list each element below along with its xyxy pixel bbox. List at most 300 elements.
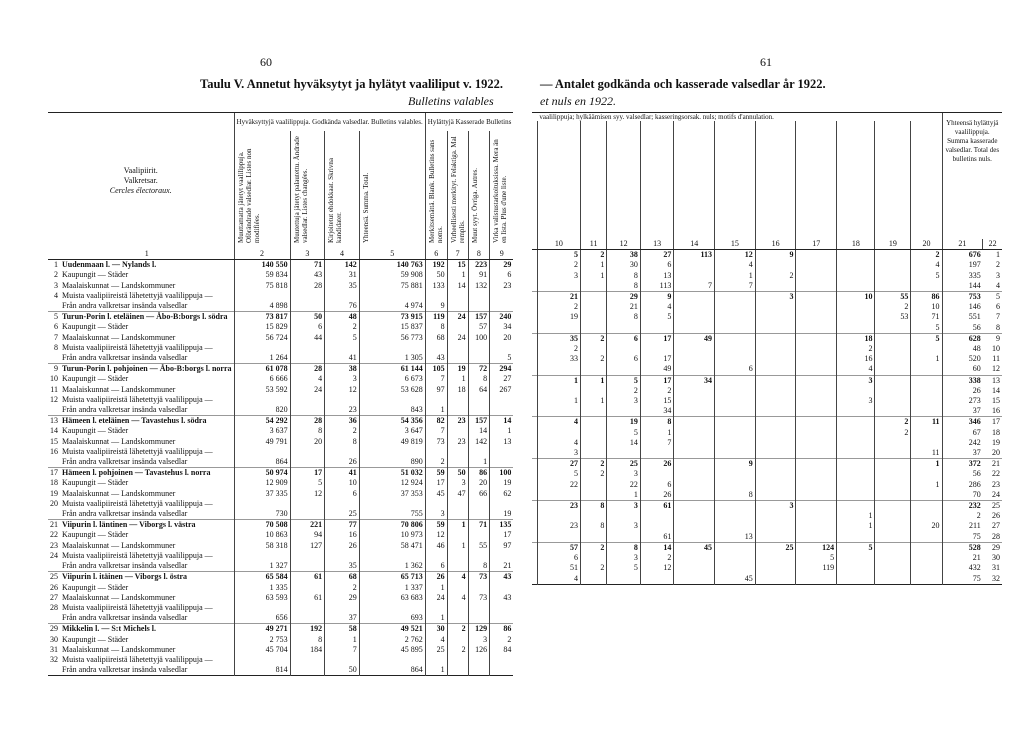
- cell-value: 9: [640, 292, 674, 303]
- cell-value: 4: [837, 364, 875, 375]
- cell-value: 7: [425, 426, 447, 436]
- cell-value: 755: [359, 509, 425, 520]
- cell-value: [580, 344, 606, 354]
- table-row: [48, 322, 513, 332]
- column-header: [490, 131, 514, 249]
- cell-value: 2 753: [234, 635, 290, 645]
- cell-value: [290, 655, 325, 665]
- cell-value: 73: [468, 593, 490, 603]
- cell-value: [674, 292, 715, 303]
- cell-value: 7: [715, 281, 756, 292]
- cell-value: 37: [942, 448, 983, 459]
- cell-value: 15 829: [234, 322, 290, 332]
- cell-value: 2: [875, 417, 911, 428]
- cell-value: [796, 333, 837, 344]
- cell-value: 267: [490, 385, 514, 395]
- cell-value: [715, 448, 756, 459]
- cell-value: [447, 395, 468, 405]
- cell-value: 1: [425, 583, 447, 593]
- table-row: [532, 574, 1002, 585]
- cell-value: [607, 511, 641, 521]
- table-row: [532, 323, 1002, 334]
- cell-value: [674, 354, 715, 364]
- cell-value: 129: [468, 624, 490, 635]
- cell-value: 43: [290, 270, 325, 280]
- cell-value: [755, 574, 796, 585]
- cell-value: 3: [607, 501, 641, 512]
- cell-value: 4: [911, 260, 942, 270]
- row-number: 15: [50, 436, 58, 446]
- district-name: Från andra valkretsar insända valsedlar: [62, 457, 188, 467]
- cell-value: [755, 469, 796, 479]
- cell-value: 4: [537, 438, 580, 448]
- table-row: [48, 447, 513, 457]
- cell-value: 19: [447, 364, 468, 375]
- cell-value: 19: [537, 312, 580, 322]
- cell-value: 20: [468, 478, 490, 488]
- column-header-text: Kirjoitetut ehdokkaat. Skrivna kandidater.: [327, 158, 344, 243]
- cell-value: [911, 386, 942, 396]
- cell-value: 49 819: [359, 437, 425, 447]
- cell-value: 1 335: [234, 583, 290, 593]
- cell-value: 142: [325, 260, 360, 271]
- cell-value: 135: [490, 520, 514, 531]
- column-number: 4: [325, 249, 360, 260]
- cell-value: 27: [490, 374, 514, 384]
- district-name: Muista vaalipiireistä lähetettyjä vaalilippuja —: [62, 498, 213, 508]
- row-number: 10: [992, 344, 1000, 354]
- cell-value: [468, 291, 490, 301]
- cell-value: [580, 553, 606, 563]
- district-name: Muista vaalipiireistä lähetettyjä vaalilippuja —: [62, 602, 213, 612]
- table-row: [532, 396, 1002, 406]
- table-row: [48, 343, 513, 353]
- row-header-line: Vaalipiirit.: [123, 165, 158, 175]
- cell-value: [325, 551, 360, 561]
- cell-value: [290, 291, 325, 301]
- cell-value: 73 915: [359, 312, 425, 323]
- cell-value: 43: [490, 593, 514, 603]
- cell-value: 5: [911, 271, 942, 281]
- cell-value: 8: [607, 312, 641, 322]
- column-number: 17: [796, 239, 837, 250]
- district-name: Kaupungit — Städer: [62, 270, 129, 280]
- cell-value: [715, 323, 756, 334]
- district-name: Kaupungit — Städer: [62, 426, 129, 436]
- cell-value: 240: [490, 312, 514, 323]
- cell-value: 49: [674, 333, 715, 344]
- cell-value: 9: [755, 250, 796, 261]
- cell-value: 47: [447, 489, 468, 499]
- cell-value: 13: [640, 271, 674, 281]
- cell-value: 73: [425, 437, 447, 447]
- cell-value: 26: [640, 490, 674, 501]
- left-page: [20, 0, 512, 729]
- cell-value: [425, 395, 447, 405]
- cell-value: [796, 417, 837, 428]
- cell-value: [425, 343, 447, 353]
- cell-value: 7: [640, 438, 674, 448]
- cell-value: 1: [447, 270, 468, 280]
- cell-value: [580, 417, 606, 428]
- cell-value: [580, 438, 606, 448]
- row-number: 24: [50, 550, 58, 560]
- cell-value: [837, 469, 875, 479]
- cell-value: 142: [468, 437, 490, 447]
- row-number: 22: [50, 530, 58, 540]
- cell-value: 4: [537, 574, 580, 585]
- cell-value: [875, 448, 911, 459]
- cell-value: 1: [425, 665, 447, 676]
- cell-value: [537, 532, 580, 543]
- total-header: [942, 113, 1002, 240]
- cell-value: [537, 323, 580, 334]
- cell-value: 23: [490, 281, 514, 291]
- column-number: 9: [490, 249, 514, 260]
- cell-value: 94: [290, 530, 325, 540]
- cell-value: 10: [325, 478, 360, 488]
- cell-value: 346: [942, 417, 983, 428]
- cell-value: [425, 655, 447, 665]
- district-name: Maalaiskunnat — Landskommuner: [62, 644, 176, 654]
- cell-value: [674, 417, 715, 428]
- cell-value: [325, 499, 360, 509]
- cell-value: 27: [640, 250, 674, 261]
- cell-value: [490, 457, 514, 468]
- column-number: 10: [537, 239, 580, 250]
- table-row: [532, 563, 1002, 573]
- cell-value: 12: [425, 530, 447, 540]
- cell-value: [607, 344, 641, 354]
- cell-value: 4: [537, 417, 580, 428]
- cell-value: [234, 551, 290, 561]
- district-name: Maalaiskunnat — Landskommuner: [62, 280, 176, 290]
- table-row: [532, 333, 1002, 344]
- cell-value: [875, 406, 911, 417]
- table-subtitle-continued: et nuls en 1922.: [540, 94, 616, 108]
- cell-value: 6: [607, 354, 641, 364]
- cell-value: 51: [537, 563, 580, 573]
- cell-value: 4: [425, 635, 447, 645]
- cell-value: [715, 417, 756, 428]
- cell-value: [359, 551, 425, 561]
- cell-value: 693: [359, 613, 425, 624]
- cell-value: [290, 509, 325, 520]
- cell-value: [911, 574, 942, 585]
- cell-value: [911, 542, 942, 553]
- cell-value: 1: [425, 613, 447, 624]
- cell-value: 91: [468, 270, 490, 280]
- cell-value: 5: [537, 469, 580, 479]
- cell-value: [875, 396, 911, 406]
- cell-value: 14: [468, 426, 490, 436]
- cell-value: [359, 655, 425, 665]
- cell-value: [640, 521, 674, 531]
- cell-value: [674, 480, 715, 490]
- cell-value: 34: [674, 375, 715, 386]
- district-name: Muista vaalipiireistä lähetettyjä vaalilippuja —: [62, 654, 213, 664]
- cell-value: 294: [490, 364, 514, 375]
- cell-value: [911, 438, 942, 448]
- cell-value: 7: [325, 645, 360, 655]
- cell-value: 18: [447, 385, 468, 395]
- cell-value: 221: [290, 520, 325, 531]
- cell-value: [755, 386, 796, 396]
- cell-value: [755, 511, 796, 521]
- district-name: Från andra valkretsar insända valsedlar: [62, 613, 188, 623]
- row-number: 23: [50, 540, 58, 550]
- table-row: [532, 480, 1002, 490]
- cell-value: [875, 542, 911, 553]
- cell-value: [674, 386, 715, 396]
- cell-value: [537, 386, 580, 396]
- cell-value: [837, 406, 875, 417]
- table-row: [48, 603, 513, 613]
- row-number: 3: [54, 280, 58, 290]
- row-number: [48, 509, 60, 520]
- column-header-cell: [607, 121, 641, 239]
- row-number: 31: [992, 563, 1000, 573]
- cell-value: 843: [359, 405, 425, 416]
- cell-value: 41: [325, 468, 360, 479]
- table-row: [532, 553, 1002, 563]
- cell-value: [580, 386, 606, 396]
- cell-value: [875, 553, 911, 563]
- cell-value: 45 895: [359, 645, 425, 655]
- cell-value: [715, 553, 756, 563]
- cell-value: 5: [837, 542, 875, 553]
- cell-value: 37 335: [234, 489, 290, 499]
- district-name: Maalaiskunnat — Landskommuner: [62, 332, 176, 342]
- district-name: Från andra valkretsar insända valsedlar: [62, 665, 188, 675]
- cell-value: 62: [490, 489, 514, 499]
- cell-value: [755, 281, 796, 292]
- cell-value: 3: [447, 478, 468, 488]
- table-row: [48, 416, 513, 427]
- cell-value: 19: [607, 417, 641, 428]
- cell-value: [468, 665, 490, 676]
- cell-value: [290, 457, 325, 468]
- cell-value: 1: [911, 354, 942, 364]
- row-number: 7: [54, 332, 58, 342]
- cell-value: 1: [325, 635, 360, 645]
- table-row: [48, 291, 513, 301]
- cell-value: 51 032: [359, 468, 425, 479]
- cell-value: 676: [942, 250, 983, 261]
- district-name: Viipurin l. läntinen — Viborgs l. västra: [62, 520, 196, 530]
- row-number: 22: [992, 469, 1000, 479]
- cell-value: [796, 480, 837, 490]
- cell-value: 36: [325, 416, 360, 427]
- row-number: [48, 613, 60, 624]
- cell-value: 26: [942, 386, 983, 396]
- cell-value: [715, 563, 756, 573]
- cell-value: [447, 665, 468, 676]
- cell-value: [911, 375, 942, 386]
- cell-value: 2: [325, 583, 360, 593]
- cell-value: [468, 405, 490, 416]
- cell-value: [234, 395, 290, 405]
- column-header: [325, 131, 360, 249]
- cell-value: 113: [674, 250, 715, 261]
- cell-value: 11: [911, 448, 942, 459]
- cell-value: [911, 469, 942, 479]
- cell-value: 1 337: [359, 583, 425, 593]
- cell-value: 68: [325, 572, 360, 583]
- column-header-cell: [837, 121, 875, 239]
- column-header: [234, 131, 290, 249]
- cell-value: 50: [325, 665, 360, 676]
- cell-value: 17: [425, 478, 447, 488]
- cell-value: [580, 281, 606, 292]
- cell-value: 192: [425, 260, 447, 271]
- cell-value: 1 327: [234, 561, 290, 572]
- cell-value: 1: [468, 457, 490, 468]
- cell-value: 6: [425, 561, 447, 572]
- cell-value: 53 628: [359, 385, 425, 395]
- cell-value: [796, 344, 837, 354]
- district-name: Från andra valkretsar insända valsedlar: [62, 353, 188, 363]
- cell-value: [796, 375, 837, 386]
- cell-value: 242: [942, 438, 983, 448]
- cell-value: [875, 375, 911, 386]
- right-data-table: [532, 112, 1002, 585]
- cell-value: 37: [325, 613, 360, 624]
- cell-value: [537, 490, 580, 501]
- cell-value: [875, 574, 911, 585]
- cell-value: [537, 511, 580, 521]
- row-number: 4: [54, 290, 58, 300]
- cell-value: [837, 428, 875, 438]
- cell-value: 5: [607, 375, 641, 386]
- cell-value: [468, 301, 490, 312]
- cell-value: 6: [537, 553, 580, 563]
- cell-value: 338: [942, 375, 983, 386]
- cell-value: 61 078: [234, 364, 290, 375]
- cell-value: [755, 490, 796, 501]
- cell-value: 57: [537, 542, 580, 553]
- cell-value: 2: [640, 553, 674, 563]
- table-row: [532, 532, 1002, 543]
- district-name: Från andra valkretsar insända valsedlar: [62, 509, 188, 519]
- table-row: [48, 541, 513, 551]
- group-header-invalid: Hylättyjä Kasserade Bulletins: [425, 113, 513, 132]
- cell-value: 12 909: [234, 478, 290, 488]
- cell-value: 2: [911, 250, 942, 261]
- cell-value: 335: [942, 271, 983, 281]
- cell-value: 24: [290, 385, 325, 395]
- cell-value: 16: [837, 354, 875, 364]
- cell-value: 2: [640, 386, 674, 396]
- cell-value: 3: [837, 375, 875, 386]
- column-header-cell: [796, 121, 837, 239]
- cell-value: 56 724: [234, 333, 290, 343]
- row-number: 12: [992, 364, 1000, 374]
- column-number: 22: [983, 239, 1002, 250]
- cell-value: [234, 655, 290, 665]
- column-header-text: Muutettuja jätetyt palautettu. Ändrade valsedlar. Listes changées.: [292, 136, 309, 243]
- cell-value: [468, 583, 490, 593]
- table-row: [48, 551, 513, 561]
- cell-value: [715, 344, 756, 354]
- cell-value: 2: [447, 624, 468, 635]
- table-row: [532, 354, 1002, 364]
- cell-value: [447, 530, 468, 540]
- cell-value: [875, 490, 911, 501]
- cell-value: 2: [447, 645, 468, 655]
- cell-value: 2: [537, 302, 580, 312]
- column-number: 8: [468, 249, 490, 260]
- column-header-text: Virka valistustarkoituksissa. Mera än en lista. Plus d'une liste.: [492, 139, 509, 243]
- column-header-cell: [580, 121, 606, 239]
- cell-value: [290, 613, 325, 624]
- table-row: [532, 344, 1002, 354]
- cell-value: 1: [715, 271, 756, 281]
- cell-value: [674, 459, 715, 470]
- cell-value: [755, 480, 796, 490]
- column-number: 14: [674, 239, 715, 250]
- cell-value: 21: [607, 302, 641, 312]
- cell-value: [290, 301, 325, 312]
- row-number: 11: [992, 354, 1000, 364]
- cell-value: 9: [715, 459, 756, 470]
- cell-value: [755, 375, 796, 386]
- cell-value: 113: [640, 281, 674, 292]
- table-row: [48, 645, 513, 655]
- cell-value: [911, 364, 942, 375]
- column-number: 12: [607, 239, 641, 250]
- row-number: 24: [992, 489, 1000, 499]
- cell-value: [875, 480, 911, 490]
- cell-value: [875, 344, 911, 354]
- row-number: 17: [50, 468, 58, 478]
- cell-value: 54 356: [359, 416, 425, 427]
- column-header-cell: [875, 121, 911, 239]
- row-number: 20: [992, 448, 1000, 458]
- district-name: Viipurin l. itäinen — Viborgs l. östra: [62, 572, 188, 582]
- cell-value: 43: [490, 572, 514, 583]
- table-subtitle: Bulletins valables: [408, 94, 494, 108]
- cell-value: [580, 406, 606, 417]
- cell-value: 34: [490, 322, 514, 332]
- table-row: [48, 509, 513, 520]
- cell-value: [607, 323, 641, 334]
- cell-value: 66: [468, 489, 490, 499]
- table-row: [48, 260, 513, 271]
- cell-value: 133: [425, 281, 447, 291]
- cell-value: [490, 603, 514, 613]
- cell-value: [674, 271, 715, 281]
- cell-value: [425, 603, 447, 613]
- district-name: Kaupungit — Städer: [62, 374, 129, 384]
- cell-value: [796, 448, 837, 459]
- table-row: [48, 613, 513, 624]
- table-row: [48, 624, 513, 635]
- cell-value: [447, 613, 468, 624]
- row-number: 5: [54, 312, 58, 322]
- cell-value: [875, 386, 911, 396]
- column-header: [359, 131, 425, 249]
- cell-value: [837, 563, 875, 573]
- cell-value: 25: [755, 542, 796, 553]
- table-row: [48, 437, 513, 447]
- cell-value: 820: [234, 405, 290, 416]
- table-row: [532, 448, 1002, 459]
- cell-value: [468, 655, 490, 665]
- cell-value: [359, 499, 425, 509]
- cell-value: [755, 532, 796, 543]
- cell-value: 34: [640, 406, 674, 417]
